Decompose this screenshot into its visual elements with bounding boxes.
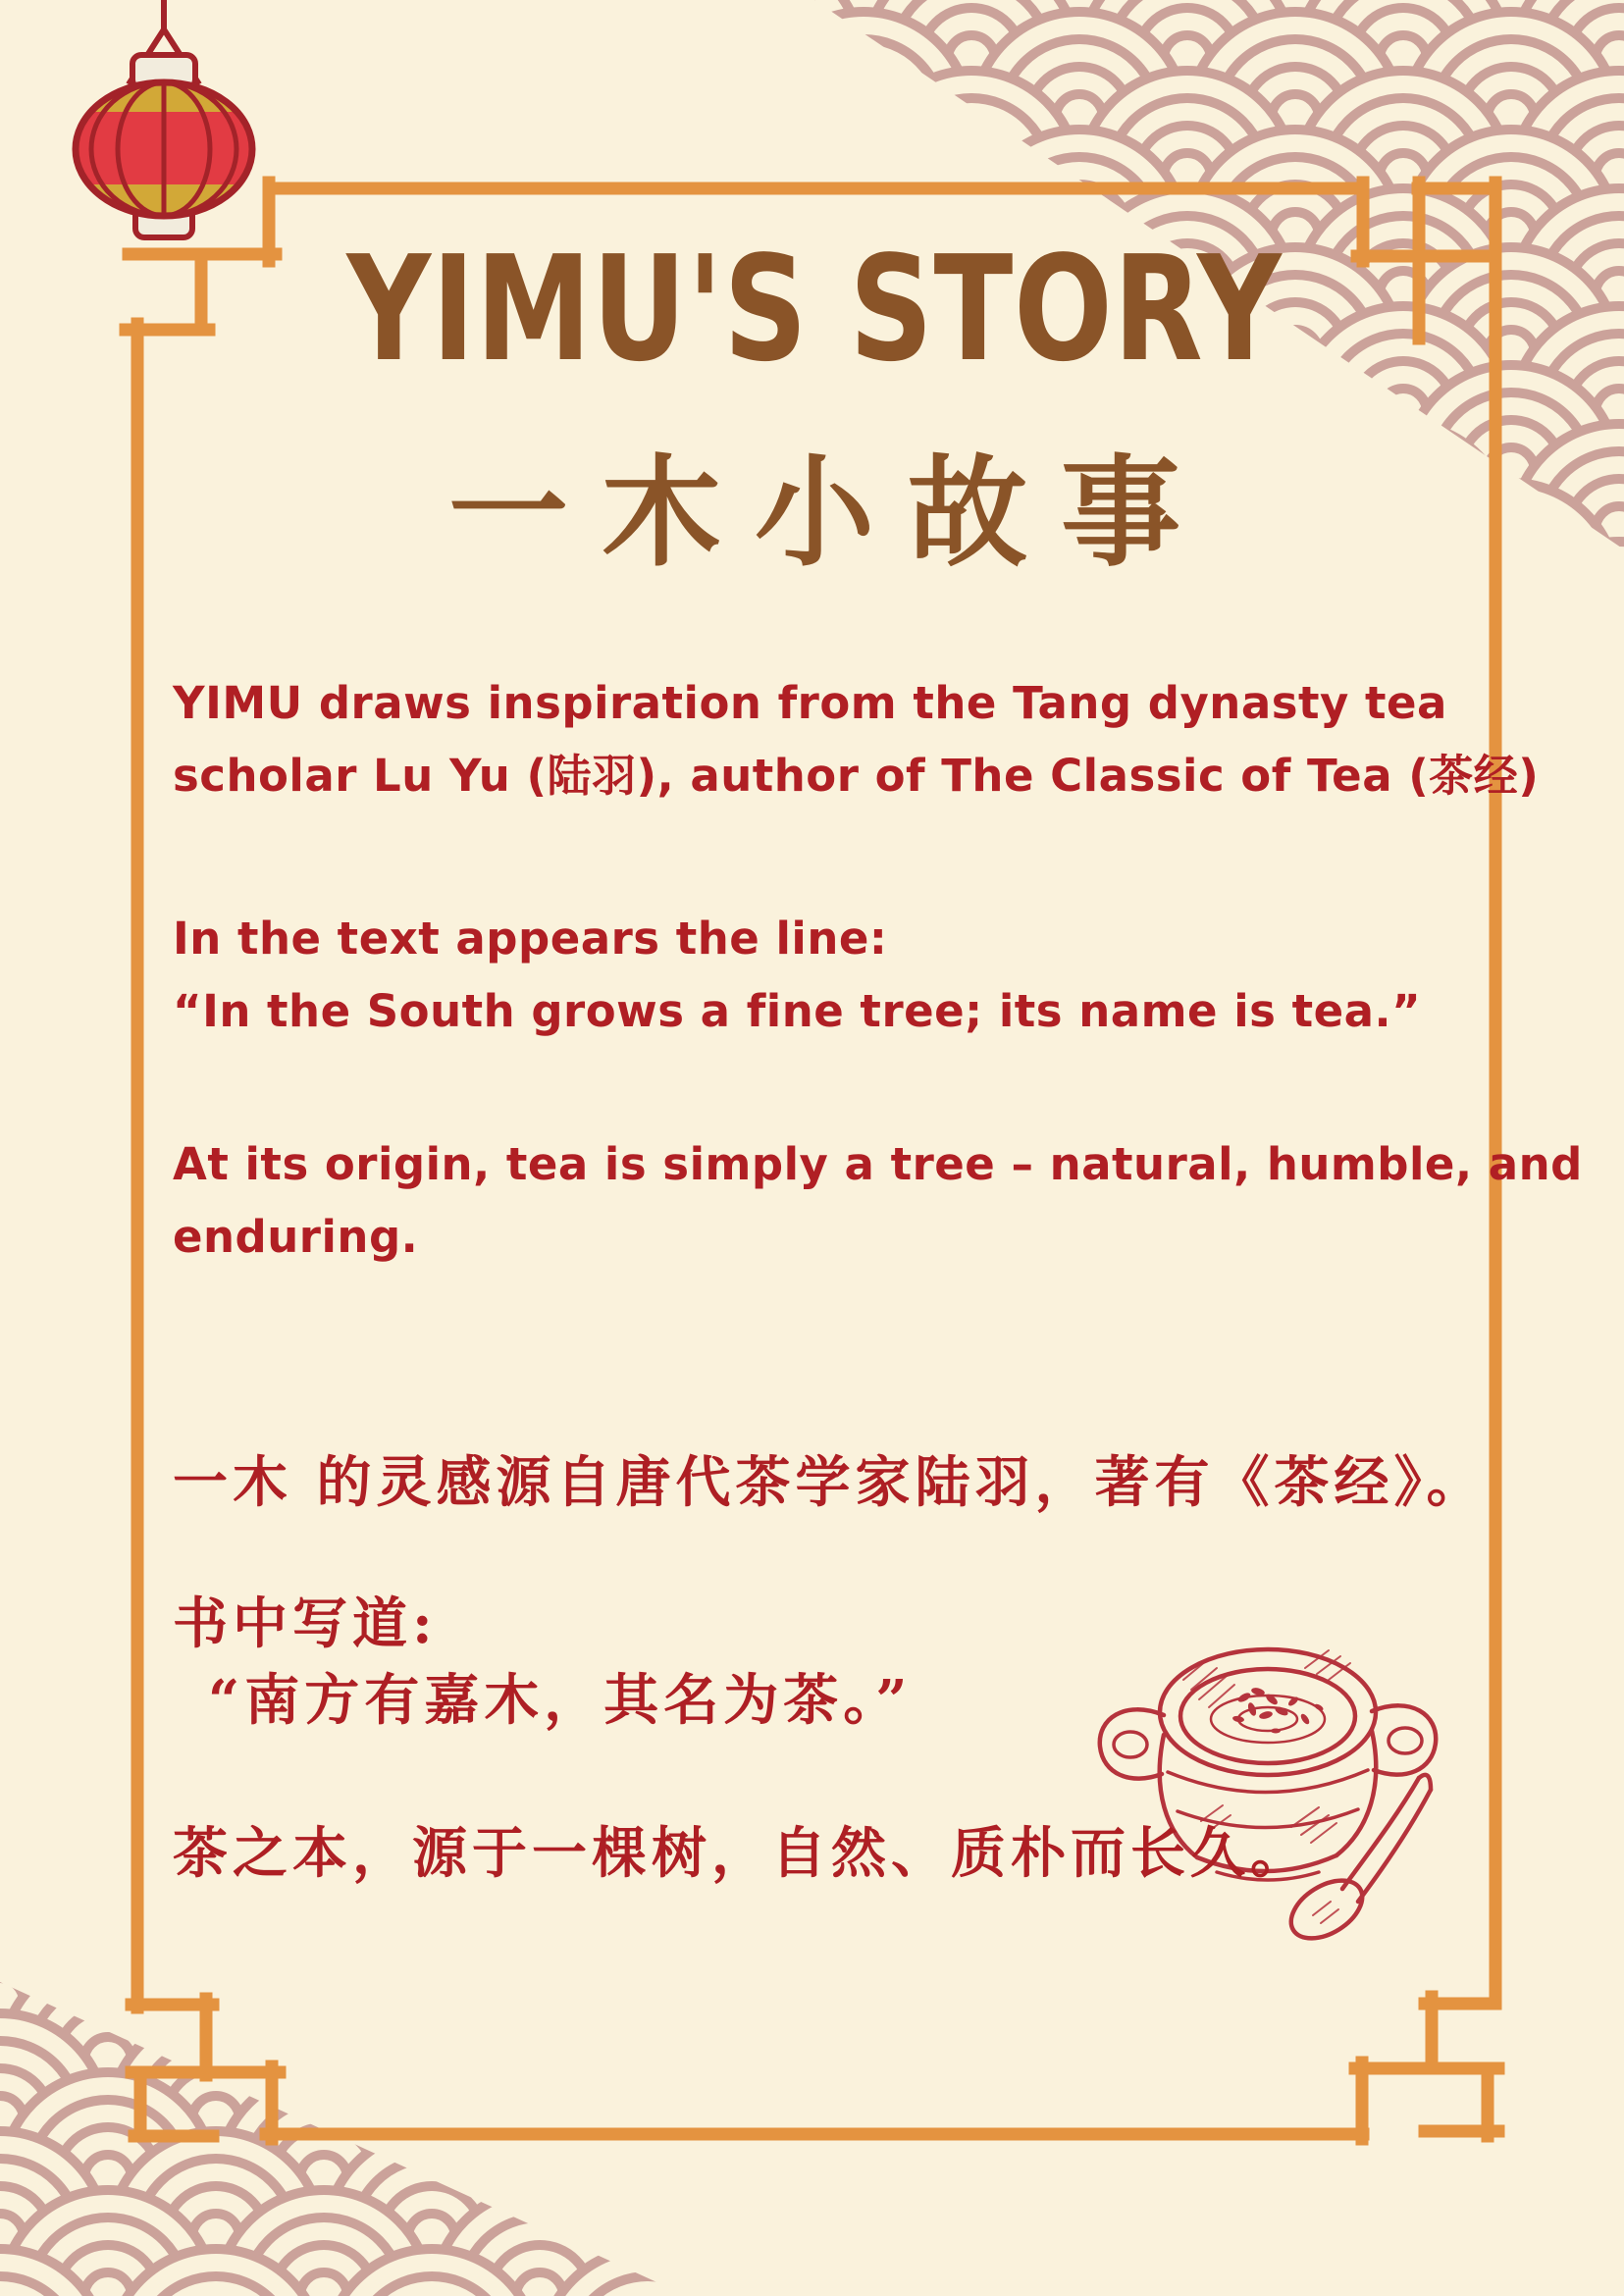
text-line: In the text appears the line: [173, 913, 888, 965]
lantern-icon [69, 0, 265, 237]
text-line: At its origin, tea is simply a tree – natural, humble, and [173, 1138, 1583, 1190]
chinese-paragraph-quote: “南方有嘉木，其名为茶。” [208, 1668, 913, 1733]
text-line: YIMU draws inspiration from the Tang dynasty tea [173, 677, 1447, 729]
english-paragraph-origin [173, 667, 1539, 812]
text-line: “In the South grows a fine tree; its name is tea.” [173, 985, 1422, 1037]
text-line: enduring. [173, 1211, 419, 1263]
teacup-illustration [1100, 1649, 1436, 1951]
english-paragraph-meaning [173, 1128, 1583, 1274]
chinese-paragraph-book-intro: 书中写道: [173, 1592, 438, 1656]
page-title-chinese: 一木小故事 [448, 442, 1214, 583]
english-paragraph-quote [173, 903, 1421, 1048]
page-title: YIMU'S STORY [346, 225, 1283, 393]
text-line: scholar Lu Yu (陆羽), author of The Classic of Tea (茶经) [173, 750, 1540, 802]
chinese-paragraph-meaning: 茶之本，源于一棵树，自然、质朴而长久。 [173, 1821, 1310, 1886]
chinese-paragraph-origin: 一木 的灵感源自唐代茶学家陆羽，著有《茶经》。 [173, 1450, 1487, 1515]
